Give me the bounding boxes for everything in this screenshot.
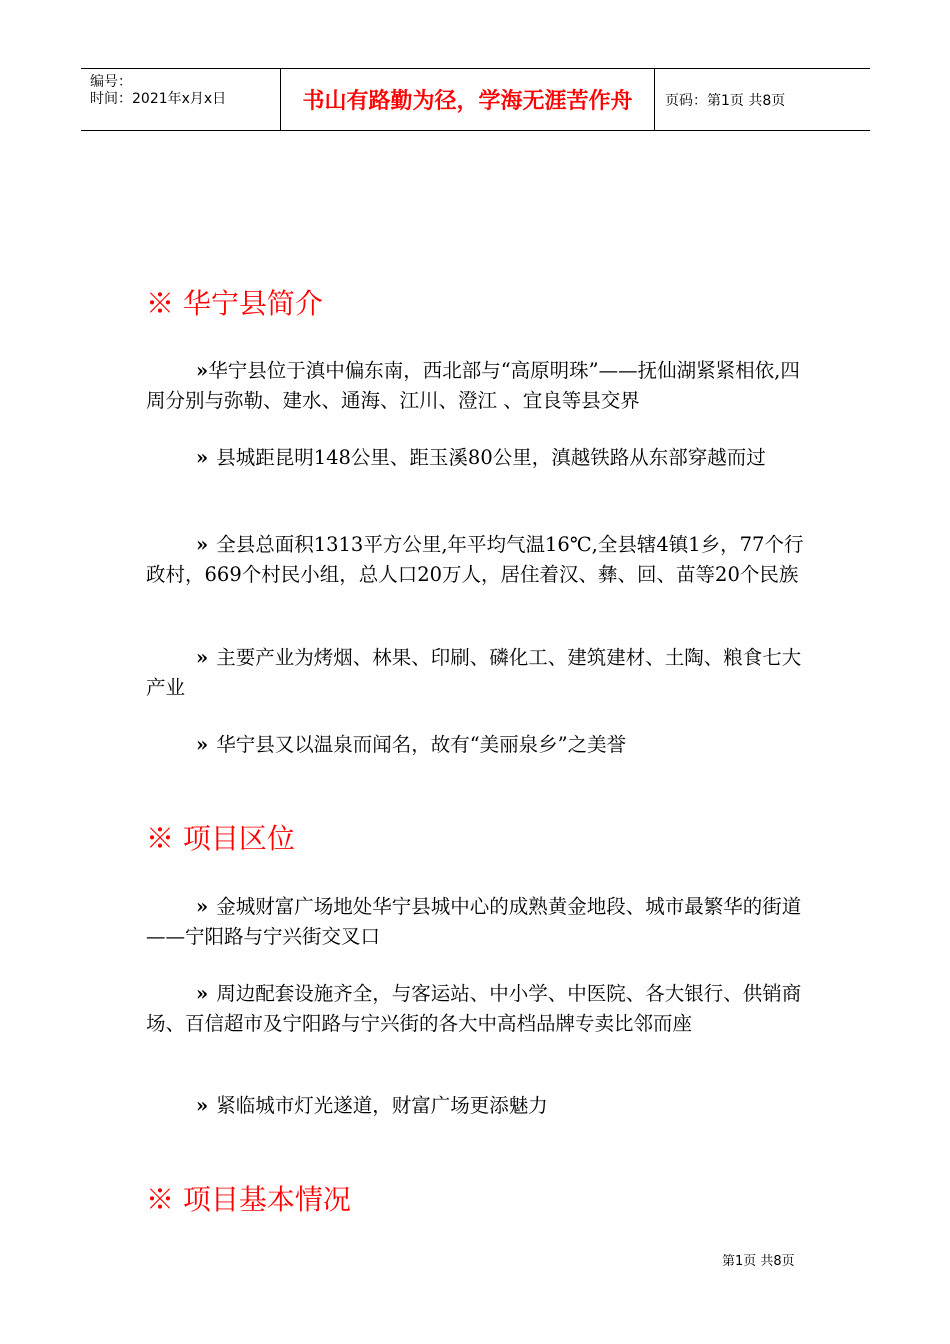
section-title-basic-info: ※ 项目基本情况 bbox=[146, 1183, 351, 1216]
bullet-icon: » bbox=[196, 533, 209, 556]
paragraph: » 主要产业为烤烟、林果、印刷、磷化工、建筑建材、土陶、粮食七大产业 bbox=[146, 643, 810, 703]
paragraph: » 紧临城市灯光遂道，财富广场更添魅力 bbox=[146, 1091, 810, 1121]
bullet-icon: » bbox=[196, 982, 209, 1005]
bullet-icon: » bbox=[196, 646, 209, 669]
bullet-icon: » bbox=[196, 733, 209, 756]
paragraph: »华宁县位于滇中偏东南，西北部与“高原明珠”——抚仙湖紧紧相依,四周分别与弥勒、建水、通海、江川、澄江 、宜良等县交界 bbox=[146, 356, 810, 416]
bullet-icon: » bbox=[196, 1094, 209, 1117]
paragraph: » 金城财富广场地处华宁县城中心的成熟黄金地段、城市最繁华的街道——宁阳路与宁兴街交叉口 bbox=[146, 892, 810, 952]
section-title-intro: ※ 华宁县简介 bbox=[146, 287, 323, 320]
bullet-icon: » bbox=[196, 895, 209, 918]
page-header bbox=[81, 68, 870, 131]
paragraph: » 县城距昆明148公里、距玉溪80公里，滇越铁路从东部穿越而过 bbox=[146, 443, 810, 473]
document-time-label: 时间：2021年x月x日 bbox=[90, 91, 227, 107]
footer-page-info: 第1页 共8页 bbox=[722, 1254, 795, 1269]
paragraph: » 华宁县又以温泉而闻名，故有“美丽泉乡”之美誉 bbox=[146, 730, 810, 760]
header-page-info: 页码：第1页 共8页 bbox=[665, 92, 786, 109]
bullet-icon: » bbox=[196, 359, 209, 382]
header-motto: 书山有路勤为径，学海无涯苦作舟 bbox=[281, 69, 655, 130]
paragraph: » 周边配套设施齐全，与客运站、中小学、中医院、各大银行、供销商场、百信超市及宁阳路与宁兴街的各大中高档品牌专卖比邻而座 bbox=[146, 979, 810, 1039]
paragraph: » 全县总面积1313平方公里,年平均气温16℃,全县辖4镇1乡，77个行政村，669个村民小组，总人口20万人，居住着汉、彝、回、苗等20个民族 bbox=[146, 530, 810, 590]
document-number-label: 编号： bbox=[90, 74, 132, 90]
section-title-location: ※ 项目区位 bbox=[146, 822, 295, 855]
header-meta-cell bbox=[81, 69, 281, 130]
bullet-icon: » bbox=[196, 446, 209, 469]
